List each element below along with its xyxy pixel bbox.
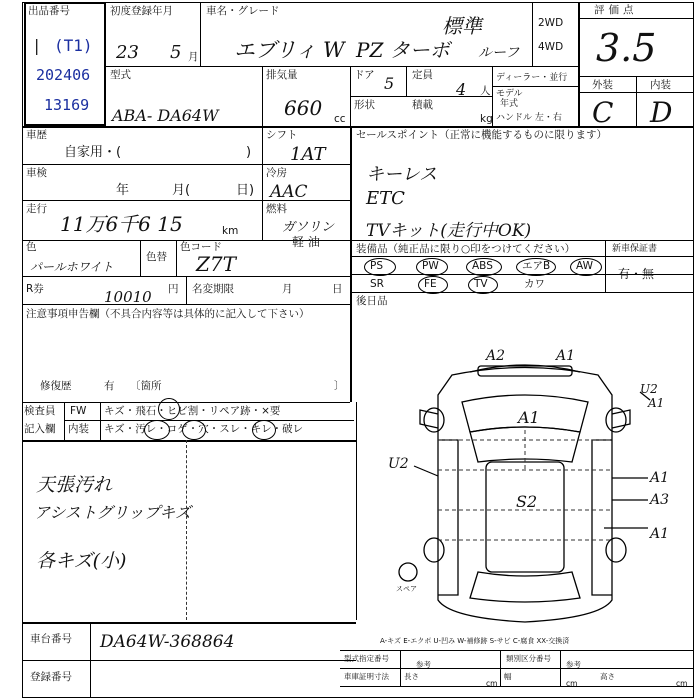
- inspector-interior-tag: 内装: [68, 423, 89, 435]
- equipment-label: 装備品（純正品に限り○印をつけてください）: [356, 243, 576, 255]
- spare-label: スペア: [396, 585, 417, 593]
- name-change-label: 名変期限: [192, 283, 234, 295]
- diagram-mark-right-u2: U2: [640, 382, 658, 396]
- inspection-month: 月(: [172, 183, 191, 198]
- recycle-value: 10010: [104, 288, 152, 306]
- repair-history-label: 修復歴: [40, 380, 72, 392]
- equipment-aw: AW: [576, 260, 593, 272]
- lot-number-line3: 13169: [44, 96, 90, 114]
- equipment-sr: SR: [370, 278, 384, 290]
- car-std-mark: 標準: [442, 14, 482, 38]
- load-unit: kg: [480, 113, 493, 125]
- name-change-day: 日: [332, 283, 343, 295]
- mileage-unit: km: [222, 225, 239, 237]
- diagram-mark-front-a1: A1: [556, 348, 576, 364]
- car-roof-mark: ルーフ: [478, 45, 520, 61]
- class-number-ref: 参考: [566, 660, 581, 669]
- shift-value: 1AT: [290, 144, 326, 165]
- sales-point-item-etc: ETC: [366, 188, 405, 209]
- note-various-scratches: 各キズ(小): [36, 550, 127, 572]
- exterior-score: C: [592, 96, 614, 129]
- color-value: パールホワイト: [30, 260, 114, 274]
- sales-point-item-tv: TVキット(走行中OK): [366, 221, 532, 241]
- fuel-gasoline: ガソリン: [282, 220, 335, 235]
- name-change-month: 月: [282, 283, 293, 295]
- first-registration-label: 初度登録年月: [110, 5, 173, 17]
- warranty-label: 新車保証書: [612, 244, 658, 254]
- inspector-fw-items: キズ・飛石・ヒビ割・リペア跡・×要: [104, 405, 281, 417]
- first-registration-month-unit: 月: [188, 51, 199, 63]
- chassis-number-label: 車台番号: [30, 633, 72, 645]
- diagram-mark-left-u2: U2: [388, 456, 409, 472]
- notes-label: 注意事項申告欄（不具合内容等は具体的に記入して下さい）: [26, 308, 310, 320]
- equipment-ps: PS: [370, 260, 383, 272]
- type-designation-label: 型式指定番号: [344, 654, 389, 663]
- color-label: 色: [26, 241, 37, 253]
- car-name-value: エブリィ W: [234, 38, 345, 62]
- car-name-label: 車名・グレード: [206, 5, 280, 17]
- damage-legend: A-キズ E-エクボ U-凹み W-補修跡 S-サビ C-腐食 XX-交換済: [380, 637, 570, 645]
- chassis-number-value: DA64W-368864: [100, 632, 235, 652]
- capacity-label: 定員: [412, 69, 433, 81]
- diagram-mark-roof-s2: S2: [516, 492, 538, 511]
- repair-location-label: 〔箇所: [130, 380, 162, 392]
- recycle-label: R券: [26, 283, 44, 295]
- arrival-items-label: 後日品: [356, 295, 388, 307]
- usage-label: 車歴: [26, 129, 47, 141]
- equipment-leather: カワ: [524, 278, 545, 290]
- fuel-diesel: 軽 油: [292, 235, 320, 249]
- sales-point-label: セールスポイント（正常に機能するものに限ります）: [356, 129, 608, 141]
- first-registration-month: 5: [170, 42, 182, 63]
- displacement-value: 660: [284, 96, 323, 120]
- usage-value: 自家用・(: [64, 145, 122, 160]
- usage-close: ): [246, 145, 252, 160]
- garage-width-unit: cm: [566, 679, 578, 688]
- first-registration-year: 23: [116, 42, 139, 63]
- inspection-day: 日): [236, 183, 255, 198]
- garage-height-label: 高さ: [600, 672, 615, 681]
- inspector-entry-label: 記入欄: [24, 423, 56, 435]
- equipment-tv: TV: [474, 278, 488, 290]
- sales-point-item-keyless: キーレス: [366, 164, 438, 185]
- score-label: 評価点: [594, 4, 638, 16]
- repair-location-close: 〕: [334, 380, 345, 392]
- model-year-label2: 年式: [500, 99, 519, 109]
- dealer-label: ディーラー・並行: [496, 73, 568, 83]
- diagram-mark-front-a2: A2: [486, 348, 506, 364]
- displacement-label: 排気量: [266, 69, 298, 81]
- cooler-label: 冷房: [266, 167, 287, 179]
- note-assist-grip: アシストグリップキズ: [34, 503, 191, 522]
- color-code-value: Z7T: [196, 252, 236, 276]
- inspector-label: 検査員: [24, 405, 56, 417]
- type-designation-ref: 参考: [416, 660, 431, 669]
- mileage-label: 走行: [26, 203, 47, 215]
- garage-length-label: 長さ: [404, 672, 419, 681]
- registration-number-label: 登録番号: [30, 671, 72, 683]
- equipment-fe: FE: [424, 278, 437, 290]
- diagram-mark-right-a3: A3: [650, 492, 670, 508]
- model-type-label: 型式: [110, 69, 131, 81]
- repaint-label: 色替: [146, 251, 167, 263]
- inspector-interior-items: キズ・汚レ・コゲ・穴・スレ・キレ・破レ: [104, 423, 304, 435]
- displacement-unit: cc: [334, 113, 346, 125]
- fuel-label: 燃料: [266, 203, 287, 215]
- inspector-fw-tag: FW: [70, 405, 87, 417]
- door-value: 5: [384, 74, 395, 93]
- diagram-mark-hood-a1: A1: [518, 408, 540, 427]
- garage-length-unit: cm: [486, 679, 498, 688]
- handle-label: ハンドル 左・右: [496, 113, 562, 123]
- garage-width-label: 幅: [504, 672, 512, 681]
- repair-history-value: 有: [104, 380, 115, 392]
- interior-label: 内装: [650, 79, 671, 91]
- drive-4wd: 4WD: [538, 41, 564, 53]
- warranty-value: 有・無: [618, 267, 655, 281]
- inspection-year: 年: [116, 183, 130, 198]
- inspection-label: 車検: [26, 167, 47, 179]
- capacity-unit: 人: [480, 85, 491, 97]
- diagram-mark-right-a1-bottom: A1: [650, 526, 670, 542]
- lot-number-label: 出品番号: [28, 5, 70, 17]
- garage-dims-label: 車庫証明寸法: [344, 672, 389, 681]
- load-label: 積載: [412, 99, 433, 111]
- equipment-airbag: エアB: [522, 260, 551, 272]
- class-number-label: 類別区分番号: [506, 654, 551, 663]
- note-ceiling-stain: 天張汚れ: [36, 474, 113, 496]
- diagram-mark-right-a1: A1: [650, 470, 670, 486]
- shift-label: シフト: [266, 129, 298, 141]
- model-type-value: ABA- DA64W: [112, 106, 219, 125]
- score-value: 3.5: [596, 26, 657, 70]
- diagram-mark-right-a1-top: A1: [648, 396, 665, 410]
- mileage-value: 11万6千6 15: [60, 212, 183, 236]
- exterior-label: 外装: [592, 79, 613, 91]
- garage-height-unit: cm: [676, 679, 688, 688]
- drive-2wd: 2WD: [538, 17, 564, 29]
- equipment-abs: ABS: [472, 260, 493, 272]
- shape-label: 形状: [354, 99, 375, 111]
- interior-score: D: [650, 96, 673, 129]
- lot-number-line1: (T1): [54, 36, 93, 55]
- lot-number-line2: 202406: [36, 66, 91, 84]
- recycle-unit: 円: [168, 283, 179, 295]
- cooler-value: AAC: [270, 182, 308, 202]
- model-year-label1: モデル: [496, 89, 523, 99]
- car-grade-value: PZ ターボ: [356, 38, 450, 62]
- door-label: ドア: [354, 69, 375, 81]
- equipment-pw: PW: [422, 260, 439, 272]
- color-code-label: 色コード: [180, 241, 222, 253]
- capacity-value: 4: [456, 80, 467, 99]
- lot-handwritten-mark: |: [34, 36, 40, 55]
